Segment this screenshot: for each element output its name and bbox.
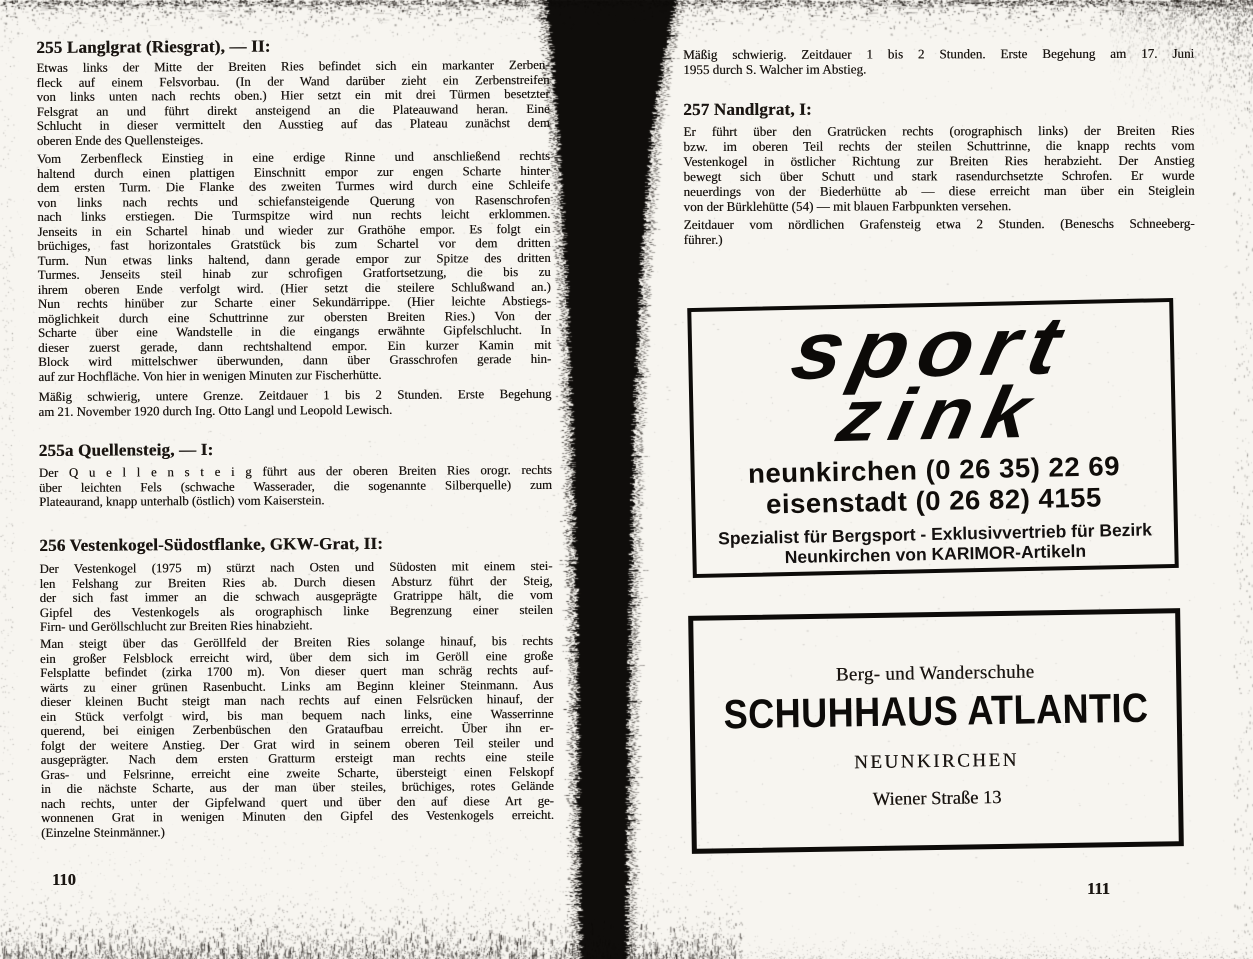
text-line: Gras- und Felsrinne, erreicht eine zweite Scharte, übersteigt einen Felskopf	[40, 764, 554, 782]
schuhhaus-city: NEUNKIRCHEN	[853, 749, 1019, 774]
page-number-111: 111	[1087, 879, 1110, 898]
continuation-paragraph	[683, 46, 1194, 77]
text-line: von links unten nach rechts oben.) Hier setzt ein mit drei Türmen besetzter	[36, 86, 550, 104]
text-line: brüchiges, fast horizontales Gratstück bis zum Schartel vor dem dritten	[37, 235, 551, 253]
route-heading-257: 257 Nandlgrat, I:	[683, 99, 812, 119]
route-heading-256: 256 Vestenkogel-Südostflanke, GKW-Grat, II:	[39, 533, 384, 555]
text-line: bewegt sich über Schutt und stark rasendurchsetzte Schrofen. Er wurde	[683, 167, 1195, 184]
text-line: ihrem oberen Ende verfolgt wird. (Hier setzt die steilere Schlußwand an.)	[37, 279, 551, 297]
text-line: Turmes. Jenseits steil hinab zur schrofigen Gratfortsetzung, die bis zu	[37, 264, 551, 282]
text-line: dem ersten Turm. Die Flanke des zweiten Turmes wird durch eine Schleife	[37, 177, 551, 195]
text-line: Man steigt über das Geröllfeld der Breiten Ries solange hinauf, bis rechts	[39, 633, 553, 651]
text-line: Turm. Nun etwas links haltend, dann gerade empor zur Spitze des dritten	[37, 250, 551, 268]
text-line: folgt der weitere Anstieg. Der Grat wird in seinem oberen Teil steiler und	[40, 735, 554, 753]
text-line: Mäßig schwierig. Zeitdauer 1 bis 2 Stunden. Erste Begehung am 17. Juni	[683, 45, 1195, 62]
route-heading-255a: 255a Quellensteig, — I:	[38, 439, 214, 460]
text-line: Scharte über eine Wandstelle in die eingangs erwähnte Gipfelschlucht. In	[37, 322, 552, 340]
sport-zink-tagline-1: Spezialist für Bergsport - Exklusivvertrieb für Bezirk	[717, 519, 1153, 549]
text-line: Der Vestenkogel (1975 m) stürzt nach Osten und Südosten mit einem stei-	[39, 558, 553, 576]
text-line: ausgeprägter. Nach dem ersten Gratturm ersteigt man rechts eine steile	[40, 749, 554, 767]
text-line: ein großer Felsblock erreicht wird, über dem sich im Geröll eine große	[39, 648, 554, 666]
text-line: bzw. im oberen Teil rechts der steilen Schuttrinne, die knapp rechts vom	[683, 137, 1195, 154]
text-line: führer.)	[683, 231, 723, 247]
text-line: Felsgrat an und führt direkt ansteigend an die Plateauwand heran. Eine	[36, 101, 550, 119]
text-line: Schlucht in dieser vermittelt den Ausstieg auf das Plateau zunächst dem	[36, 115, 550, 133]
route-257-paragraph-1	[683, 123, 1194, 214]
text-line: dieser kleinen Bucht steigt man nach rechts auf einen Felsrücken hinauf, der	[40, 691, 554, 709]
text-line: wärts zu einer grünen Rasenbucht. Links am Beginn kleiner Steinmann. Aus	[40, 677, 554, 695]
route-256-paragraph-2	[40, 634, 554, 840]
route-257-paragraph-2	[684, 216, 1195, 247]
text-line: möglichkeit durch eine Schuttrinne zur obersten Breiten Ries.) Von der	[37, 308, 551, 326]
text-line: Nun rechts hinüber zur Scharte einer Sekundärrippe. (Hier leichte Abstiegs-	[37, 293, 551, 311]
text-line: in die nächste Scharte, aus der man über steiles, brüchiges, rotes Gelände	[40, 778, 554, 796]
text-line: Firn- und Geröllschlucht zur Breiten Ries hinabzieht.	[39, 618, 313, 634]
text-line: dieser zuerst gerade, dann rechtshaltend empor. Ein kurzer Kamin mit	[38, 337, 552, 355]
sport-zink-tagline-2: Neunkirchen von KARIMOR-Artikeln	[784, 540, 1087, 568]
text-line: Felsplatte befindet (zirka 1700 m). Von dieser quert man schräg rechts auf-	[40, 662, 554, 680]
text-line: len Felshang zur Breiten Ries ab. Durch diesen Absturz führt der Steig,	[39, 573, 553, 591]
text-line: Etwas links der Mitte der Breiten Ries befindet sich ein markanter Zerben-	[36, 57, 550, 75]
text-line: neuerdings von der Biederhütte ab — diese erreicht man über ein Steiglein	[683, 182, 1195, 199]
text-line: nach links erstiegen. Die Turmspitze wird nun rechts leicht erklommen.	[37, 206, 551, 224]
text-line: Gipfel des Vestenkogels als orographisch linke Begrenzung einer steilen	[39, 602, 553, 620]
ad-sport-zink	[687, 298, 1179, 578]
ad-schuhhaus-atlantic	[688, 608, 1184, 854]
text-line: Vom Zerbenfleck Einstieg in eine erdige Rinne und anschließend rechts	[36, 148, 551, 166]
text-line: der sich fast immer an die schwach ausgeprägte Gratrippe hält, die vom	[39, 587, 553, 605]
text-line: Zeitdauer vom nördlichen Grafensteig etwa 2 Stunden. (Beneschs Schneeberg-	[683, 215, 1195, 232]
route-255-paragraph-1	[36, 58, 550, 148]
text-line: 1955 durch S. Walcher im Abstieg.	[683, 61, 867, 77]
route-256-paragraph-1	[39, 559, 552, 635]
text-line: Der Q u e l l e n s t e i g führt aus der oberen Breiten Ries orogr. rechts	[38, 462, 552, 480]
text-line: ein Stück verfolgt wird, bis man bequem nach links, eine Wasserrinne	[40, 706, 554, 724]
text-line: Jenseits in ein Schartel hinab und wieder zur Grathöhe empor. Es folgt ein	[37, 221, 551, 239]
schuhhaus-street: Wiener Straße 13	[872, 787, 1002, 811]
schuhhaus-category-line: Berg- und Wanderschuhe	[835, 661, 1035, 686]
text-line: Er führt über den Gratrücken rechts (orographisch links) der Breiten Ries	[683, 122, 1195, 139]
text-line: querend, bei einigen Zerbenbüschen den Grataufbau erreicht. Über ihn er-	[40, 720, 554, 738]
text-line: von links nach rechts und schiefansteigende Querung von Rasenschrofen	[37, 192, 551, 210]
text-line: nach rechts, unter der Gipfelwand quert und über den auf diese Art ge-	[40, 793, 554, 811]
route-heading-255: 255 Langlgrat (Riesgrat), — II:	[36, 36, 271, 57]
text-line: Plateaurand, knapp unterhalb (östlich) vom Kaiserstein.	[39, 493, 325, 509]
sport-zink-logo-line1: sport	[784, 299, 1079, 398]
sport-zink-phone-eisenstadt: eisenstadt (0 26 82) 4155	[766, 482, 1103, 520]
text-line: von der Bürklehütte (54) — mit blauen Farbpunkten versehen.	[683, 198, 1012, 214]
text-line: Mäßig schwierig, untere Grenze. Zeitdauer 1 bis 2 Stunden. Erste Begehung	[38, 386, 552, 404]
route-255-paragraph-2	[37, 149, 551, 384]
route-255-paragraph-3	[38, 387, 551, 419]
route-255a-paragraph-1	[39, 463, 552, 510]
page-number-110: 110	[52, 870, 76, 889]
text-line: Block wird mittelschwer überwunden, dann über Grasschrofen gerade hin-	[38, 351, 552, 369]
text-line: am 21. November 1920 durch Ing. Otto Langl und Leopold Lewisch.	[38, 402, 393, 419]
text-line: Vestenkogel in östlicher Richtung zur Breiten Ries herabzieht. Der Anstieg	[683, 152, 1195, 169]
sport-zink-logo-line2: zink	[831, 371, 1049, 458]
text-line: (Einzelne Steinmänner.)	[41, 824, 165, 840]
sport-zink-phone-neunkirchen: neunkirchen (0 26 35) 22 69	[747, 451, 1120, 489]
text-line: haltend durch einen plattigen Einschnitt empor zur engen Scharte hinter	[37, 163, 551, 181]
text-line: fleck auf einem Felsvorbau. (In der Wand darüber zieht ein Zerbenstreifen	[36, 72, 550, 90]
text-line: wonnenen Grat in wenigen Minuten den Gipfel des Vestenkogels erreicht.	[40, 807, 555, 825]
schuhhaus-name: SCHUHHAUS ATLANTIC	[722, 684, 1149, 738]
text-line: auf zur Hochfläche. Von hier in wenigen Minuten zur Fischerhütte.	[38, 367, 382, 384]
text-line: über leichten Fels (schwache Wasserader, die sogenannte Silberquelle) zum	[38, 477, 553, 495]
text-line: oberen Ende des Quellensteiges.	[36, 132, 204, 148]
